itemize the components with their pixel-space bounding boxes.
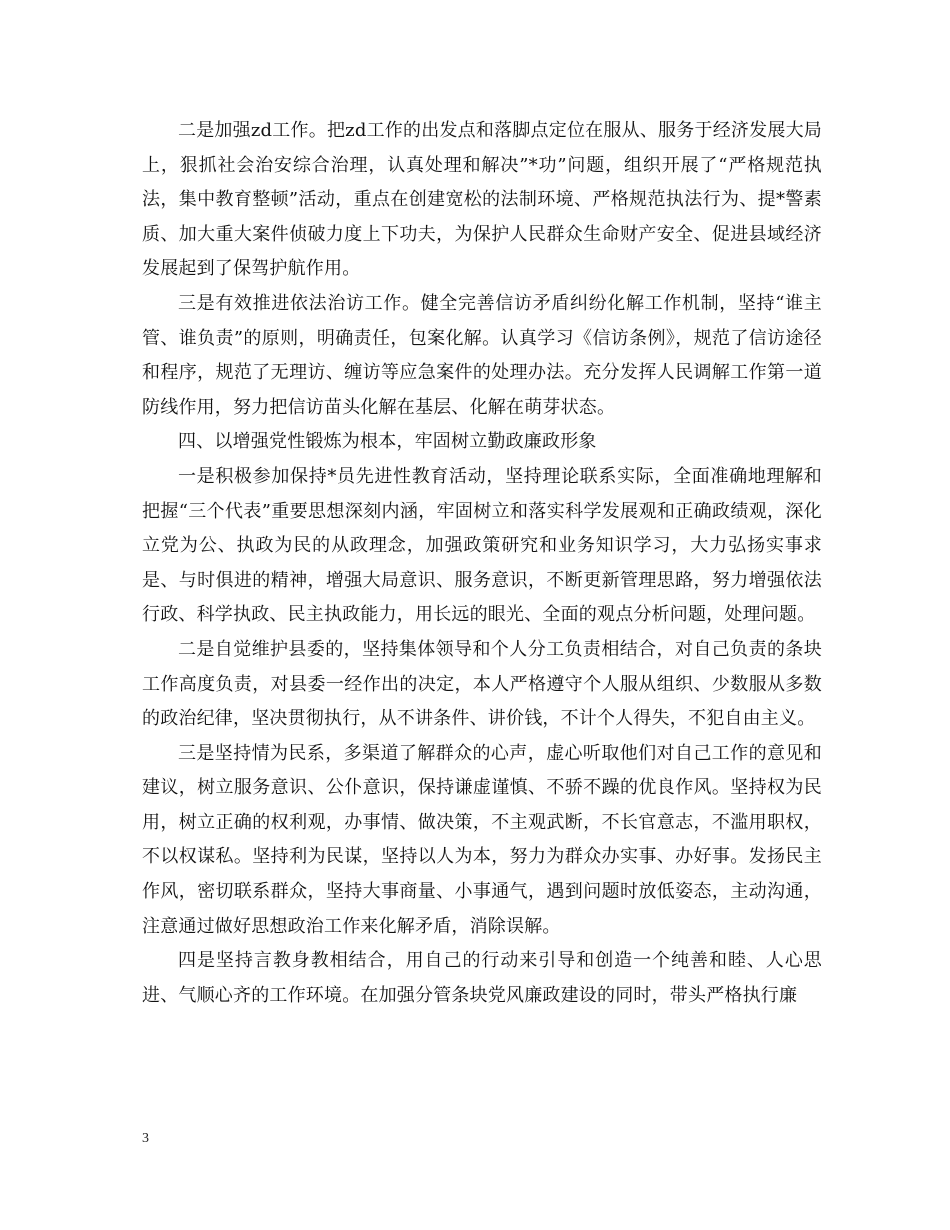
paragraph-6: 四是坚持言教身教相结合，用自己的行动来引导和创造一个纯善和睦、人心思进、气顺心齐的工作环境。在加强分管条块党风廉政建设的同时，带头严格执行廉 — [142, 950, 822, 1006]
paragraph-3: 一是积极参加保持*员先进性教育活动，坚持理论联系实际，全面准确地理解和把握“三个代表”重要思想深刻内涵，牢固树立和落实科学发展观和正确政绩观，深化立党为公、执政为民的从政理念，加强政策研究和业务知识学习，大力弘扬实事求是、与时俱进的精神，增强大局意识、服务意识，不断更新管理思路，努力增强依法行政、科学执政、民主执政能力，用长远的眼光、全面的观点分析问题，处理问题。 — [142, 465, 822, 626]
paragraph-2: 三是有效推进依法治访工作。健全完善信访矛盾纠纷化解工作机制，坚持“谁主管、谁负责”的原则，明确责任，包案化解。认真学习《信访条例》，规范了信访途径和程序，规范了无理访、缠访等应急案件的处理办法。充分发挥人民调解工作第一道防线作用，努力把信访苗头化解在基层、化解在萌芽状态。 — [142, 292, 822, 418]
paragraph-1: 二是加强zd工作。把zd工作的出发点和落脚点定位在服从、服务于经济发展大局上，狠抓社会治安综合治理，认真处理和解决”*功”问题，组织开展了“严格规范执法，集中教育整顿”活动，重点在创建宽松的法制环境、严格规范执法行为、提*警素质、加大重大案件侦破力度上下功夫，为保护人民群众生命财产安全、促进县域经济发展起到了保驾护航作用。 — [142, 120, 822, 280]
page-number: 3 — [142, 1131, 149, 1146]
paragraph-5: 三是坚持情为民系，多渠道了解群众的心声，虚心听取他们对自己工作的意见和建议，树立服务意识、公仆意识，保持谦虚谨慎、不骄不躁的优良作风。坚持权为民用，树立正确的权利观，办事情、做决策，不主观武断，不长官意志，不滥用职权，不以权谋私。坚持利为民谋，坚持以人为本，努力为群众办实事、办好事。发扬民主作风，密切联系群众，坚持大事商量、小事通气，遇到问题时放低姿态，主动沟通，注意通过做好思想政治工作来化解矛盾，消除误解。 — [142, 742, 822, 937]
document-body — [142, 114, 822, 1013]
section-heading: 四、以增强党性锻炼为根本，牢固树立勤政廉政形象 — [178, 431, 597, 453]
paragraph-4: 二是自觉维护县委的，坚持集体领导和个人分工负责相结合，对自己负责的条块工作高度负责，对县委一经作出的决定，本人严格遵守个人服从组织、少数服从多数的政治纪律，坚决贯彻执行，从不讲条件、讲价钱，不计个人得失，不犯自由主义。 — [142, 638, 822, 730]
